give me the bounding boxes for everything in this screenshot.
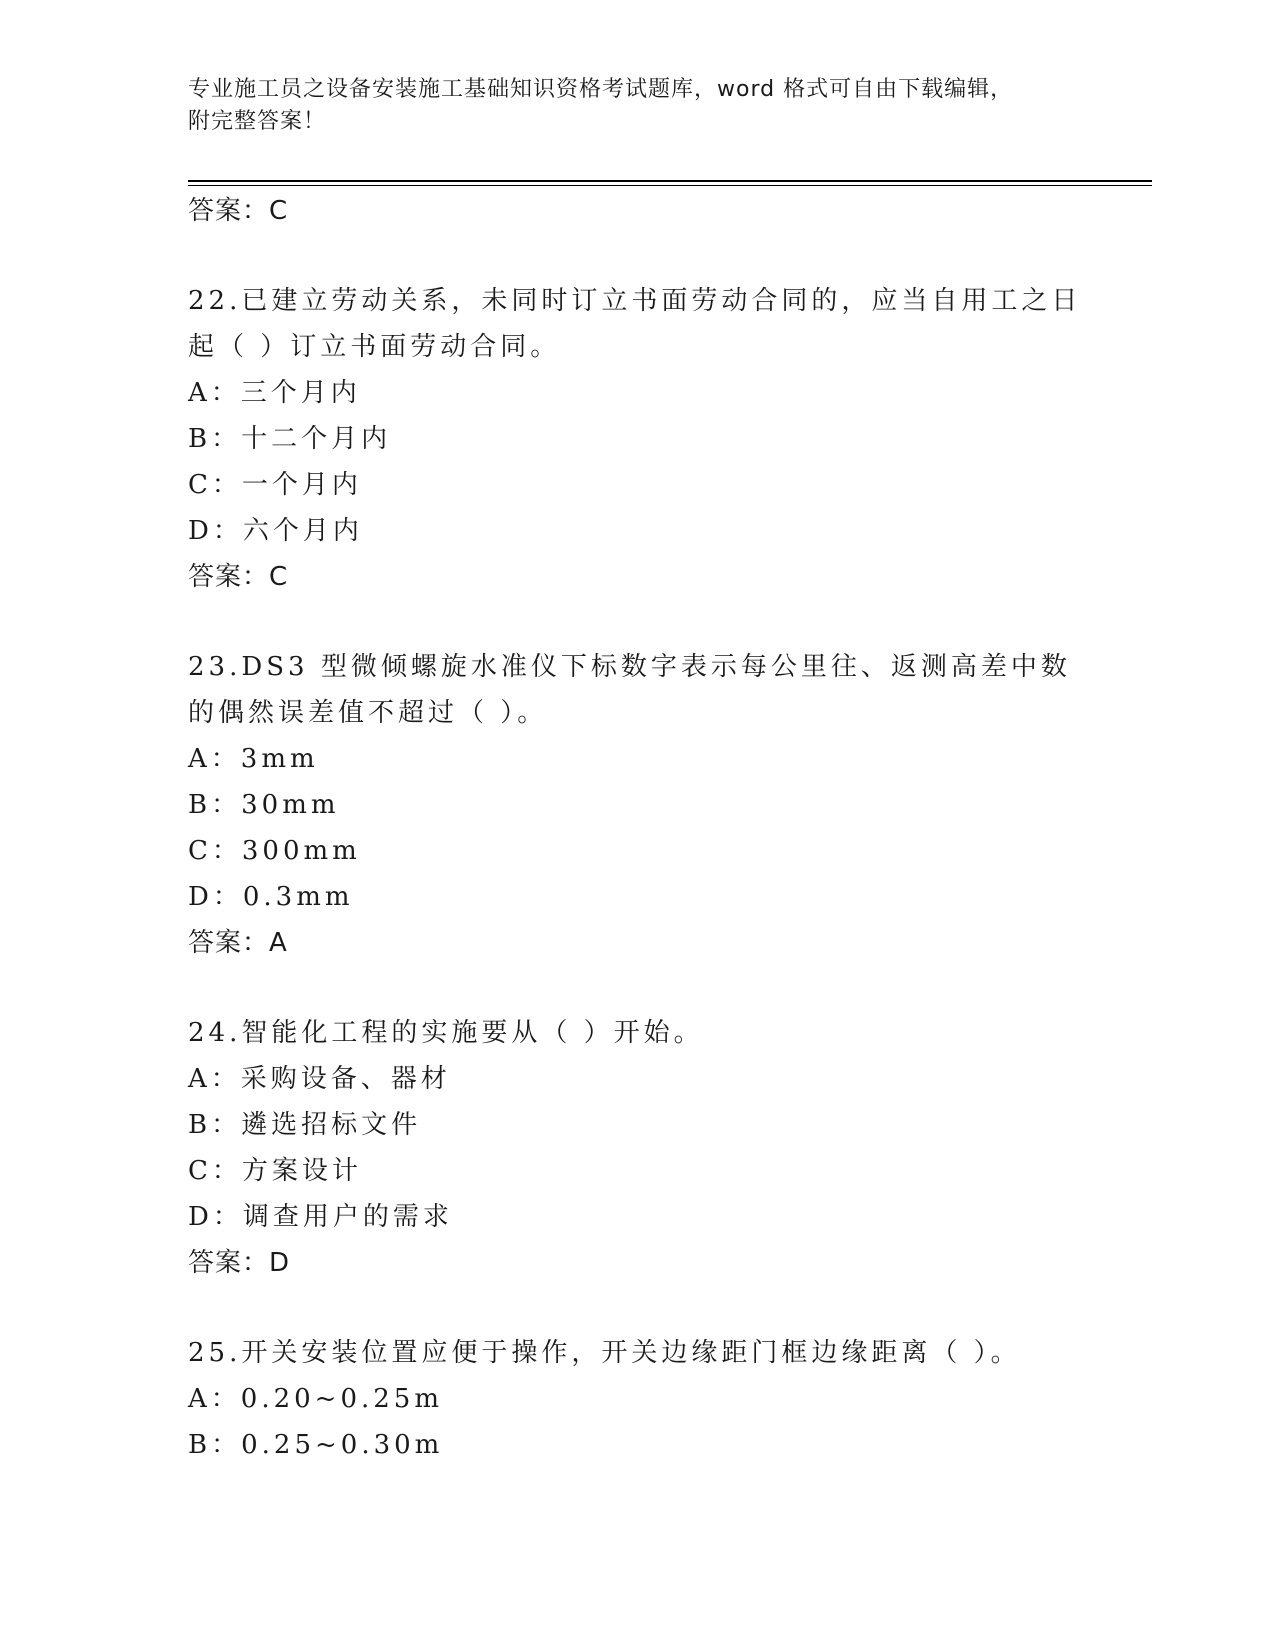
option-b: B：0.25~0.30m <box>188 1430 444 1460</box>
header-divider-thin <box>188 185 1152 186</box>
question-22 <box>188 278 1088 600</box>
option-c: C：300mm <box>188 836 361 866</box>
option-b: B：遴选招标文件 <box>188 1110 422 1140</box>
header-divider-thick <box>188 180 1152 182</box>
header-line-2: 附完整答案！ <box>188 109 327 134</box>
question-23 <box>188 644 1088 966</box>
header-line-1: 专业施工员之设备安装施工基础知识资格考试题库，word 格式可自由下载编辑， <box>188 77 1014 102</box>
question-stem: 24.智能化工程的实施要从（ ）开始。 <box>188 1018 704 1048</box>
answer: 答案：D <box>188 1248 291 1278</box>
option-d: D：0.3mm <box>188 882 354 912</box>
question-25 <box>188 1330 1088 1468</box>
document-header <box>188 74 1068 138</box>
previous-answer: 答案：C <box>188 196 289 226</box>
option-d: D：六个月内 <box>188 516 363 546</box>
option-c: C：方案设计 <box>188 1156 362 1186</box>
question-list <box>188 188 1088 1468</box>
option-a: A：3mm <box>188 744 319 774</box>
option-a: A：三个月内 <box>188 378 361 408</box>
option-a: A：采购设备、器材 <box>188 1064 451 1094</box>
option-b: B：十二个月内 <box>188 424 392 454</box>
question-24 <box>188 1010 1088 1286</box>
answer: 答案：A <box>188 928 288 958</box>
question-stem: 25.开关安装位置应便于操作，开关边缘距门框边缘距离（ ）。 <box>188 1338 1021 1368</box>
question-stem: 23.DS3 型微倾螺旋水准仪下标数字表示每公里往、返测高差中数的偶然误差值不超过（ ）。 <box>188 652 1071 728</box>
option-b: B：30mm <box>188 790 340 820</box>
option-d: D：调查用户的需求 <box>188 1202 453 1232</box>
option-a: A：0.20~0.25m <box>188 1384 443 1414</box>
answer: 答案：C <box>188 562 289 592</box>
question-stem: 22.已建立劳动关系，未同时订立书面劳动合同的，应当自用工之日起（ ）订立书面劳动合同。 <box>188 286 1082 362</box>
option-c: C：一个月内 <box>188 470 362 500</box>
